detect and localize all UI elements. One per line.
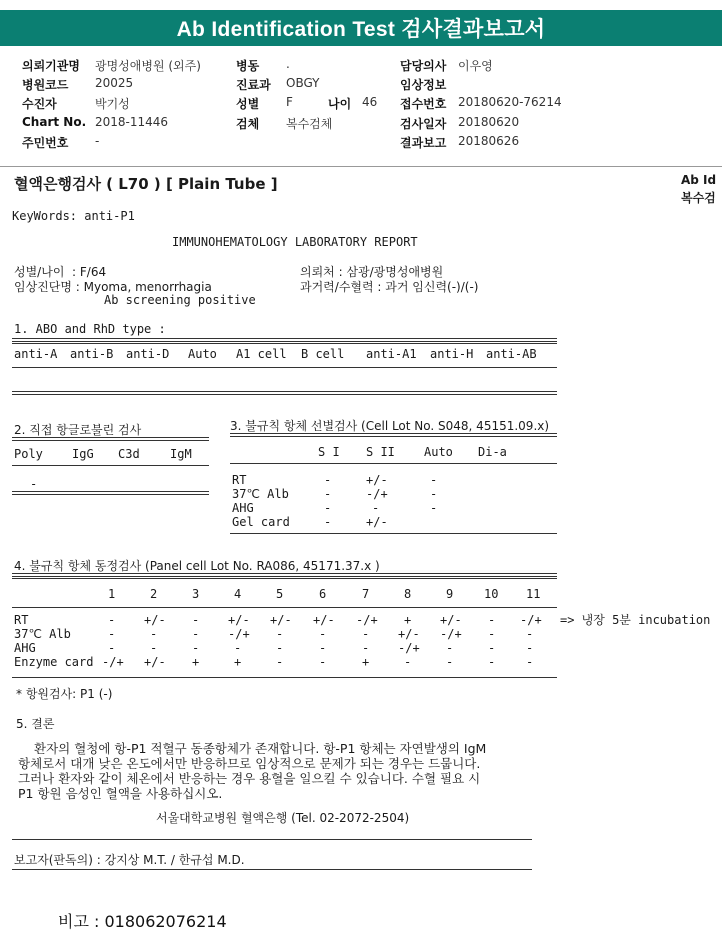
s3-row-3-label: Gel card — [232, 515, 290, 529]
organization: 서울대학교병원 혈액은행 (Tel. 02-2072-2504) — [156, 811, 410, 825]
clinical-label: 임상정보 — [400, 78, 447, 92]
reporter: 보고자(판독의) : 강지상 M.T. / 한규섭 M.D. — [14, 853, 245, 867]
s3-row-2-v1: - — [372, 501, 380, 515]
s4-row-1-cell-6: - — [362, 627, 370, 641]
s4-col-3: 3 — [192, 587, 200, 601]
s2-title: 2. 직접 항글로불린 검사 — [14, 423, 142, 437]
s2-value: - — [30, 477, 38, 491]
conclusion-4: P1 항원 음성인 혈액을 사용하십시오. — [18, 786, 223, 801]
s4-title: 4. 불규칙 항체 동정검사 (Panel cell Lot No. RA086, 45171.37.x ) — [14, 559, 380, 573]
diagnosis: 임상진단명 : Myoma, menorrhagia — [14, 280, 212, 294]
keywords: KeyWords: anti-P1 — [12, 209, 135, 223]
s4-note: => 냉장 5분 incubation — [560, 613, 711, 627]
s4-row-2-cell-3: - — [234, 641, 242, 655]
s1-col-0: anti-A — [14, 347, 58, 361]
s4-row-2-cell-6: - — [362, 641, 370, 655]
s4-row-3-cell-2: + — [192, 655, 200, 669]
test-date-value: 20180620 — [458, 115, 520, 129]
s4-col-9: 9 — [446, 587, 454, 601]
top-right-2: 복수검 — [681, 191, 716, 205]
report-title: Ab Identification Test 검사결과보고서 — [0, 10, 722, 46]
s3-row-2-label: AHG — [232, 501, 254, 515]
s4-row-2-cell-2: - — [192, 641, 200, 655]
s3-rule-2 — [230, 463, 557, 464]
age-value: 46 — [362, 95, 378, 109]
s4-row-2-cell-0: - — [108, 641, 116, 655]
s3-rule-top — [230, 433, 557, 437]
s4-col-2: 2 — [150, 587, 158, 601]
antigen-test: * 항원검사: P1 (-) — [16, 687, 113, 701]
s3-row-0-v2: - — [430, 473, 438, 487]
code-value: 20025 — [95, 76, 134, 90]
s4-rule-3 — [12, 607, 557, 608]
s4-row-2-label: AHG — [14, 641, 36, 655]
s1-col-4: A1 cell — [236, 347, 287, 361]
chart-label: Chart No. — [22, 115, 87, 129]
chart-value: 2018-11446 — [95, 115, 169, 129]
remark: 비고 : 018062076214 — [58, 912, 227, 931]
recipient-value: 박기성 — [95, 97, 130, 111]
test-date-label: 검사일자 — [400, 117, 447, 131]
id-label: 주민번호 — [22, 136, 69, 150]
s3-row-3-v1: +/- — [366, 515, 388, 529]
s4-row-1-label: 37℃ Alb — [14, 627, 71, 641]
s4-row-0-cell-7: + — [404, 613, 412, 627]
dept-value: OBGY — [286, 76, 320, 90]
s3-col-2: Auto — [424, 445, 453, 459]
report-date-label: 결과보고 — [400, 136, 447, 150]
s4-row-2-cell-7: -/+ — [398, 641, 420, 655]
referrer: 의뢰처 : 삼광/광명성애병원 — [300, 265, 444, 279]
s4-row-2-cell-8: - — [446, 641, 454, 655]
s4-row-0-cell-0: - — [108, 613, 116, 627]
s4-row-0-cell-4: +/- — [270, 613, 292, 627]
code-label: 병원코드 — [22, 78, 69, 92]
doctor-label: 담당의사 — [400, 59, 447, 73]
id-value: - — [95, 134, 100, 148]
s4-row-2-cell-5: - — [319, 641, 327, 655]
s1-rule-top — [12, 338, 557, 342]
s4-row-1-cell-2: - — [192, 627, 200, 641]
s4-row-1-cell-0: - — [108, 627, 116, 641]
s1-rule-2 — [12, 343, 557, 344]
s4-row-1-cell-9: - — [488, 627, 496, 641]
s1-title: 1. ABO and RhD type : — [14, 322, 166, 336]
s4-row-0-cell-10: -/+ — [520, 613, 542, 627]
s3-row-0-label: RT — [232, 473, 247, 487]
s4-row-0-cell-8: +/- — [440, 613, 462, 627]
sex-age: 성별/나이 : F/64 — [14, 265, 107, 279]
s1-rule-3 — [12, 367, 557, 368]
s4-row-1-cell-4: - — [276, 627, 284, 641]
s3-row-2-v0: - — [324, 501, 332, 515]
s4-col-6: 6 — [319, 587, 327, 601]
conclusion-1: 환자의 혈청에 항-P1 적혈구 동종항체가 존재합니다. 항-P1 항체는 자연발생의 IgM — [34, 741, 487, 756]
s1-col-7: anti-H — [430, 347, 474, 361]
s4-row-3-cell-7: - — [404, 655, 412, 669]
reporter-rule-top — [12, 839, 532, 840]
s1-col-8: anti-AB — [486, 347, 537, 361]
s3-row-1-v1: -/+ — [366, 487, 388, 501]
doc-title: 혈액은행검사 ( L70 ) [ Plain Tube ] — [14, 175, 278, 193]
s1-col-3: Auto — [188, 347, 217, 361]
s4-row-3-cell-4: - — [276, 655, 284, 669]
s1-col-1: anti-B — [70, 347, 114, 361]
s4-row-1-cell-1: - — [150, 627, 158, 641]
s4-row-0-cell-3: +/- — [228, 613, 250, 627]
s2-rule-bottom — [12, 491, 209, 495]
doctor-value: 이우영 — [458, 59, 493, 73]
specimen-label: 검체 — [236, 117, 260, 131]
s4-row-0-cell-1: +/- — [144, 613, 166, 627]
s3-col-1: S II — [366, 445, 395, 459]
s4-col-7: 7 — [362, 587, 370, 601]
s4-row-0-cell-9: - — [488, 613, 496, 627]
s4-row-3-cell-3: + — [234, 655, 242, 669]
s3-row-0-v0: - — [324, 473, 332, 487]
s2-rule-2 — [12, 465, 209, 466]
lab-title: IMMUNOHEMATOLOGY LABORATORY REPORT — [172, 235, 418, 249]
s4-col-1: 1 — [108, 587, 116, 601]
age-label: 나이 — [328, 97, 352, 111]
s4-rule-2 — [12, 578, 557, 579]
s1-rule-bottom — [12, 391, 557, 395]
s4-col-11: 11 — [526, 587, 541, 601]
s3-col-3: Di-a — [478, 445, 507, 459]
s4-col-5: 5 — [276, 587, 284, 601]
s4-col-8: 8 — [404, 587, 412, 601]
s3-row-3-v0: - — [324, 515, 332, 529]
s3-row-1-label: 37℃ Alb — [232, 487, 289, 501]
s3-row-1-v0: - — [324, 487, 332, 501]
s2-rule-top — [12, 437, 209, 441]
s4-row-3-cell-5: - — [319, 655, 327, 669]
history: 과거력/수혈력 : 과거 임신력(-)/(-) — [300, 280, 479, 294]
s4-row-3-cell-9: - — [488, 655, 496, 669]
s4-row-2-cell-4: - — [276, 641, 284, 655]
s2-col-2: C3d — [118, 447, 140, 461]
s1-col-6: anti-A1 — [366, 347, 417, 361]
s4-row-0-cell-6: -/+ — [356, 613, 378, 627]
s3-col-0: S I — [318, 445, 340, 459]
s4-row-1-cell-8: -/+ — [440, 627, 462, 641]
s4-row-3-cell-1: +/- — [144, 655, 166, 669]
ward-label: 병동 — [236, 59, 260, 73]
sex-value: F — [286, 95, 293, 109]
conclusion-2: 항체로서 대개 낮은 온도에서만 반응하므로 임상적으로 문제가 되는 경우는 드뭅니다. — [18, 756, 481, 771]
dept-label: 진료과 — [236, 78, 271, 92]
s3-rule-bottom — [230, 533, 557, 534]
s4-row-3-cell-10: - — [526, 655, 534, 669]
s4-row-0-cell-2: - — [192, 613, 200, 627]
sex-label: 성별 — [236, 97, 260, 111]
s4-col-10: 10 — [484, 587, 499, 601]
s4-row-1-cell-3: -/+ — [228, 627, 250, 641]
receipt-value: 20180620-76214 — [458, 95, 562, 109]
diagnosis-2: Ab screening positive — [104, 293, 256, 307]
specimen-value: 복수검체 — [286, 117, 333, 131]
s4-row-2-cell-1: - — [150, 641, 158, 655]
receipt-label: 접수번호 — [400, 97, 447, 111]
s2-col-1: IgG — [72, 447, 94, 461]
hospital-label: 의뢰기관명 — [22, 59, 80, 73]
s4-row-3-label: Enzyme card — [14, 655, 94, 669]
s4-row-1-cell-7: +/- — [398, 627, 420, 641]
s5-title: 5. 결론 — [16, 717, 55, 731]
s3-row-2-v2: - — [430, 501, 438, 515]
s4-row-0-cell-5: +/- — [313, 613, 335, 627]
report-date-value: 20180626 — [458, 134, 520, 148]
s3-row-0-v1: +/- — [366, 473, 388, 487]
conclusion-3: 그러나 환자와 같이 체온에서 반응하는 경우 용혈을 일으킬 수 있습니다. 수혈 필요 시 — [18, 771, 481, 786]
s4-row-1-cell-10: - — [526, 627, 534, 641]
s1-col-5: B cell — [301, 347, 345, 361]
s2-col-0: Poly — [14, 447, 43, 461]
reporter-rule-bottom — [12, 869, 532, 870]
s4-rule-bottom — [12, 677, 557, 678]
scanned-report — [0, 167, 722, 942]
recipient-label: 수진자 — [22, 97, 57, 111]
s1-col-2: anti-D — [126, 347, 170, 361]
hospital-value: 광명성애병원 (외주) — [95, 59, 201, 73]
s2-col-3: IgM — [170, 447, 192, 461]
s4-rule-top — [12, 573, 557, 577]
s4-row-0-label: RT — [14, 613, 29, 627]
top-right-1: Ab Id — [681, 173, 717, 187]
s4-row-2-cell-9: - — [488, 641, 496, 655]
s4-row-3-cell-0: -/+ — [102, 655, 124, 669]
s4-row-3-cell-6: + — [362, 655, 370, 669]
s4-col-4: 4 — [234, 587, 242, 601]
s4-row-3-cell-8: - — [446, 655, 454, 669]
s4-row-2-cell-10: - — [526, 641, 534, 655]
s4-row-1-cell-5: - — [319, 627, 327, 641]
ward-value: . — [286, 57, 290, 71]
s3-row-1-v2: - — [430, 487, 438, 501]
s3-title: 3. 불규칙 항체 선별검사 (Cell Lot No. S048, 45151.09.x) — [230, 419, 550, 433]
